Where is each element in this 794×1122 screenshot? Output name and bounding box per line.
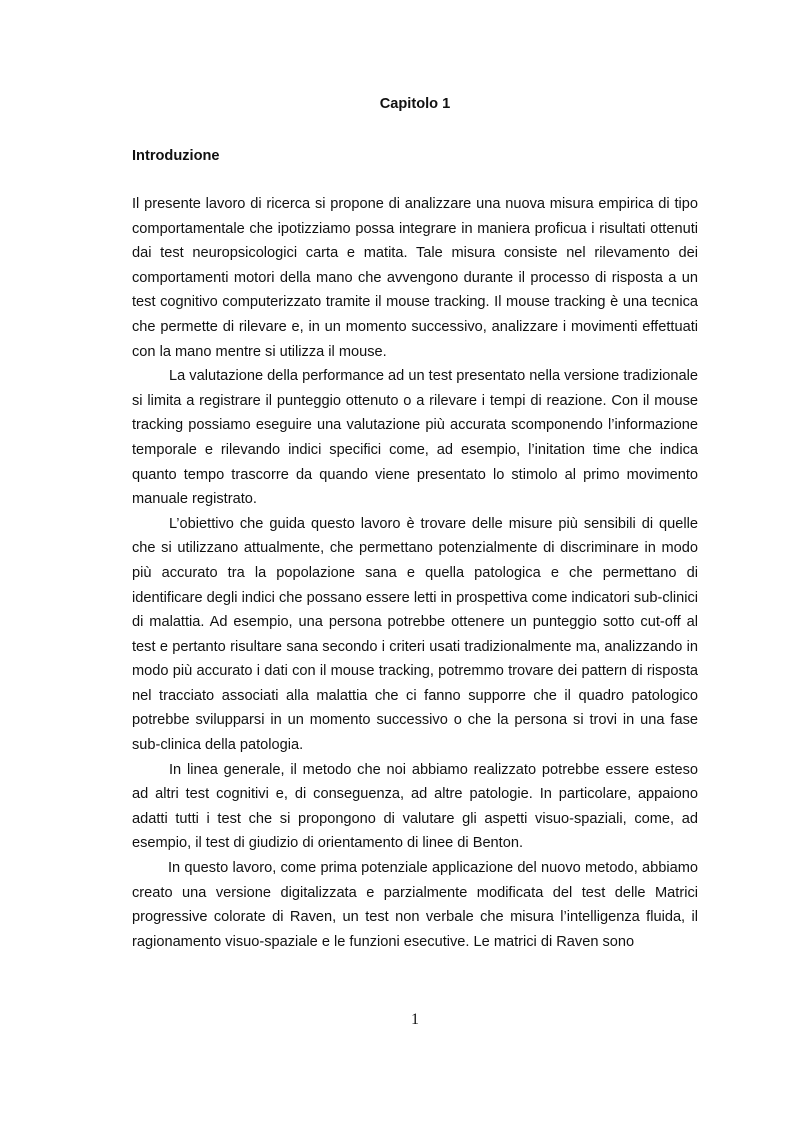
paragraph-1: Il presente lavoro di ricerca si propone di analizzare una nuova misura empirica di tipo comportamentale che ipotizziamo possa integrare in maniera proficua i risultati ottenuti dai test neuropsicologici carta e matita. Tale misura consiste nel rilevamento dei comportamenti motori della mano che avvengono durante il processo di risposta a un test cognitivo computerizzato tramite il mouse tracking. Il mouse tracking è una tecnica che permette di rilevare e, in un momento successivo, analizzare i movimenti effettuati con la mano mentre si utilizza il mouse. bbox=[132, 196, 698, 360]
paragraph-3: L’obiettivo che guida questo lavoro è trovare delle misure più sensibili di quelle che si utilizzano attualmente, che permettano potenzialmente di discriminare in modo più accurato tra la popolazione sana e quella patologica e che permettano di identificare degli indici che possano essere letti in prospettiva come indicatori sub-clinici di malattia. Ad esempio, una persona potrebbe ottenere un punteggio sotto cut-off al test e pertanto risultare sana secondo i criteri usati tradizionalmente ma, analizzando in modo più accurato i dati con il mouse tracking, potremmo trovare dei pattern di risposta nel tracciato associati alla malattia che ci fanno supporre che il quadro patologico potrebbe svilupparsi in un momento successivo o che la persona si trovi in una fase sub-clinica della patologia. bbox=[132, 515, 698, 754]
body-text bbox=[132, 192, 698, 954]
page-number: 1 bbox=[411, 1011, 419, 1028]
chapter-title: Capitolo 1 bbox=[379, 96, 451, 112]
paragraph-5: In questo lavoro, come prima potenziale applicazione del nuovo metodo, abbiamo creato una versione digitalizzata e parzialmente modificata del test delle Matrici progressive colorate di Raven, un test non verbale che misura l’intelligenza fluida, il ragionamento visuo-spaziale e le funzioni esecutive. Le matrici di Raven sono bbox=[132, 860, 698, 950]
section-title: Introduzione bbox=[132, 148, 220, 164]
paragraph-2: La valutazione della performance ad un test presentato nella versione tradizionale si limita a registrare il punteggio ottenuto o a rilevare i tempi di reazione. Con il mouse tracking possiamo eseguire una valutazione più accurata scomponendo l’informazione temporale e rilevando indici specifici come, ad esempio, l’initation time che indica quanto tempo trascorre da quando viene presentato lo stimolo al primo movimento manuale registrato. bbox=[132, 368, 698, 508]
paragraph-4: In linea generale, il metodo che noi abbiamo realizzato potrebbe essere esteso ad altri test cognitivi e, di conseguenza, ad altre patologie. In particolare, appaiono adatti tutti i test che si propongono di valutare gli aspetti visuo-spaziali, come, ad esempio, il test di giudizio di orientamento di linee di Benton. bbox=[132, 761, 698, 852]
